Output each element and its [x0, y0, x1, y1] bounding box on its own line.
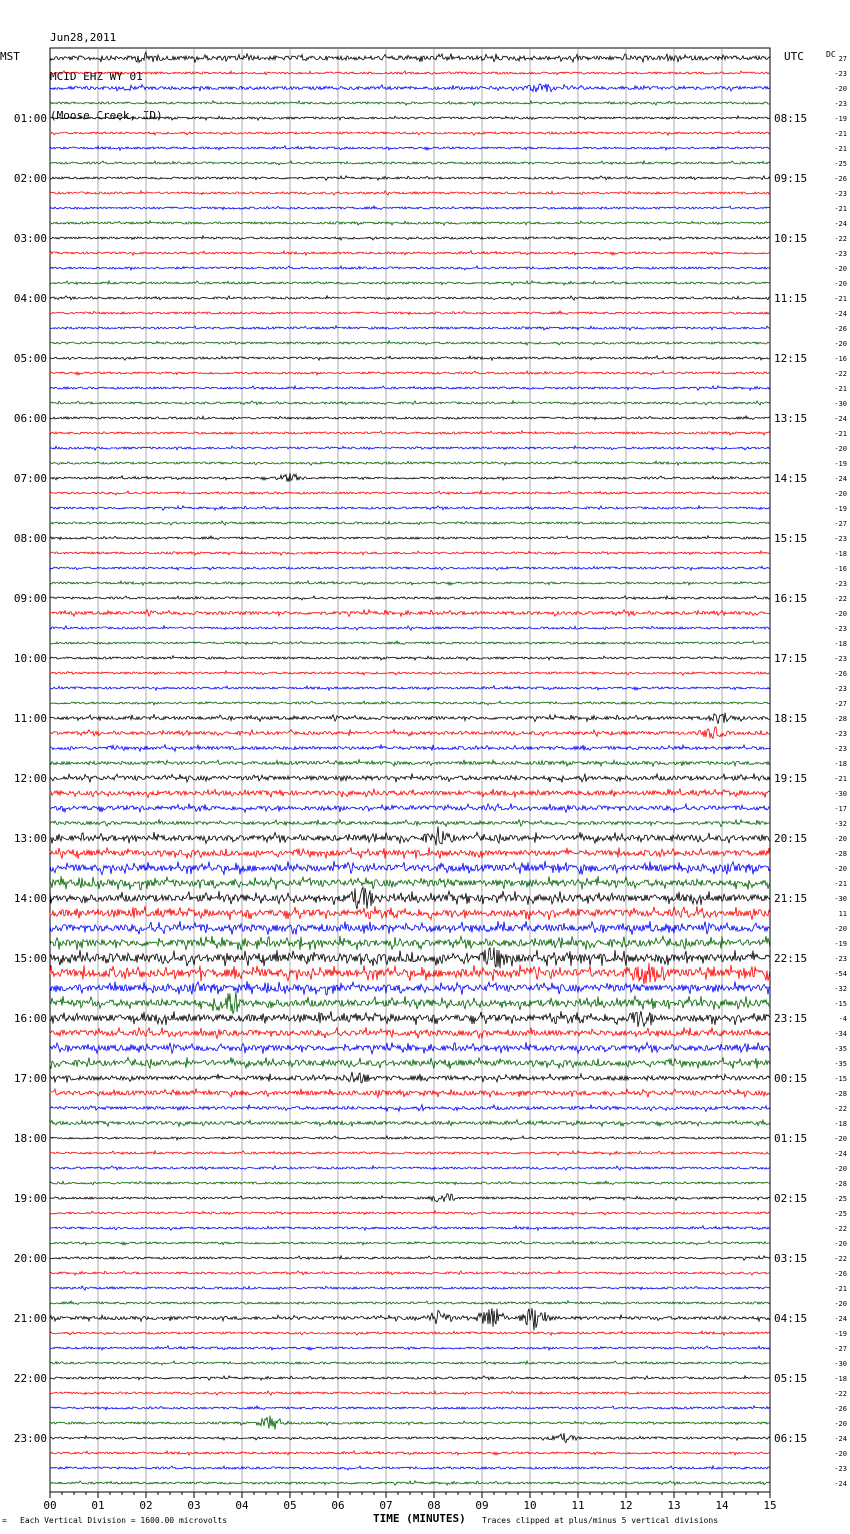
seismic-trace	[50, 861, 770, 875]
hour-label-left: 10:00	[13, 652, 47, 665]
dc-offset-label: -18	[834, 1120, 847, 1128]
hour-label-right: 13:15	[774, 412, 808, 425]
dc-offset-label: 11	[838, 910, 847, 918]
seismic-trace	[50, 1346, 770, 1350]
seismic-trace	[50, 1027, 770, 1038]
dc-offset-label: -20	[834, 340, 847, 348]
hour-label-left: 08:00	[13, 532, 47, 545]
dc-offset-label: -20	[834, 1165, 847, 1173]
dc-offset-label: -24	[834, 1315, 847, 1323]
dc-offset-label: -18	[834, 550, 847, 558]
hour-label-right: 06:15	[774, 1432, 808, 1445]
dc-offset-label: -21	[834, 130, 847, 138]
hour-label-left: 22:00	[13, 1372, 47, 1385]
seismic-trace	[50, 1481, 770, 1485]
hour-label-left: 12:00	[13, 772, 47, 785]
dc-offset-label: -20	[834, 835, 847, 843]
dc-offset-label: -21	[834, 145, 847, 153]
dc-offset-label: -16	[834, 355, 847, 363]
dc-offset-label: -21	[834, 880, 847, 888]
x-tick-label: 13	[667, 1499, 681, 1512]
seismic-trace	[50, 341, 770, 345]
dc-offset-label: -24	[834, 1150, 847, 1158]
x-tick-label: 12	[619, 1499, 633, 1512]
hour-label-left: 23:00	[13, 1432, 47, 1445]
hour-label-left: 17:00	[13, 1072, 47, 1085]
seismic-trace	[50, 521, 770, 525]
dc-offset-label: -20	[834, 610, 847, 618]
hour-label-left: 06:00	[13, 412, 47, 425]
hour-label-right: 15:15	[774, 532, 808, 545]
hour-label-right: 10:15	[774, 232, 808, 245]
seismic-trace	[50, 491, 770, 495]
dc-offset-label: -19	[834, 505, 847, 513]
seismic-trace	[50, 827, 770, 846]
dc-offset-label: -24	[834, 415, 847, 423]
hour-label-left: 16:00	[13, 1012, 47, 1025]
hour-label-right: 16:15	[774, 592, 808, 605]
dc-offset-label: -28	[834, 715, 847, 723]
seismic-trace	[50, 936, 770, 950]
dc-offset-label: -17	[834, 805, 847, 813]
dc-offset-label: -19	[834, 1330, 847, 1338]
seismic-trace	[50, 727, 770, 738]
hour-label-right: 09:15	[774, 172, 808, 185]
dc-offset-label: -16	[834, 565, 847, 573]
seismic-trace	[50, 760, 770, 767]
seismic-trace	[50, 596, 770, 600]
hour-label-left: 18:00	[13, 1132, 47, 1145]
hour-label-left: 07:00	[13, 472, 47, 485]
seismic-trace	[50, 906, 770, 920]
hour-label-right: 19:15	[774, 772, 808, 785]
x-tick-label: 15	[763, 1499, 777, 1512]
dc-offset-label: -20	[834, 1135, 847, 1143]
dc-offset-label: -23	[834, 685, 847, 693]
hour-label-left: 15:00	[13, 952, 47, 965]
dc-offset-label: -26	[834, 1270, 847, 1278]
hour-label-left: 20:00	[13, 1252, 47, 1265]
seismic-trace	[50, 1151, 770, 1155]
seismic-trace	[50, 1331, 770, 1335]
seismic-trace	[50, 701, 770, 705]
seismic-trace	[50, 1088, 770, 1097]
dc-offset-label: -28	[834, 1180, 847, 1188]
dc-offset-label: -34	[834, 1030, 847, 1038]
x-tick-label: 14	[715, 1499, 729, 1512]
hour-label-right: 03:15	[774, 1252, 808, 1265]
dc-offset-label: -30	[834, 1360, 847, 1368]
seismic-trace	[50, 84, 770, 92]
left-timezone-label: MST	[0, 50, 20, 63]
hour-label-left: 05:00	[13, 352, 47, 365]
seismic-trace	[50, 1361, 770, 1365]
seismic-trace	[50, 1166, 770, 1170]
hour-label-right: 23:15	[774, 1012, 808, 1025]
dc-offset-label: -32	[834, 985, 847, 993]
seismic-trace	[50, 221, 770, 226]
seismic-trace	[50, 473, 770, 482]
dc-offset-label: -20	[834, 265, 847, 273]
dc-offset-label: -22	[834, 1255, 847, 1263]
dc-offset-label: -23	[834, 655, 847, 663]
hour-label-right: 08:15	[774, 112, 808, 125]
x-tick-label: 09	[475, 1499, 489, 1512]
seismic-trace	[50, 1301, 770, 1305]
dc-offset-label: -23	[834, 100, 847, 108]
seismic-trace	[50, 1376, 770, 1381]
seismic-trace	[50, 251, 770, 255]
seismic-trace	[50, 626, 770, 630]
dc-offset-label: -20	[834, 490, 847, 498]
seismic-trace	[50, 1451, 770, 1455]
seismic-trace	[50, 52, 770, 63]
seismic-trace	[50, 371, 770, 375]
dc-offset-label: -23	[834, 1465, 847, 1473]
seismic-trace	[50, 948, 770, 969]
seismic-trace	[50, 266, 770, 270]
location-label: (Moose Creek, ID)	[50, 109, 163, 122]
seismic-trace	[50, 887, 770, 909]
seismic-trace	[50, 536, 770, 540]
hour-label-left: 01:00	[13, 112, 47, 125]
dc-offset-label: -30	[834, 895, 847, 903]
dc-offset-label: -23	[834, 625, 847, 633]
seismic-trace	[50, 146, 770, 150]
hour-label-right: 11:15	[774, 292, 808, 305]
x-tick-label: 02	[139, 1499, 153, 1512]
dc-offset-label: -23	[834, 730, 847, 738]
seismic-trace	[50, 745, 770, 752]
seismic-trace	[50, 1286, 770, 1290]
dc-offset-label: -15	[834, 1075, 847, 1083]
dc-offset-label: -23	[834, 580, 847, 588]
seismic-trace	[50, 1057, 770, 1069]
dc-offset-label: -19	[834, 460, 847, 468]
seismic-trace	[50, 713, 770, 724]
dc-offset-label: -26	[834, 670, 847, 678]
dc-offset-label: -25	[834, 1210, 847, 1218]
hour-label-left: 04:00	[13, 292, 47, 305]
dc-offset-label: -21	[834, 205, 847, 213]
seismic-trace	[50, 206, 770, 210]
seismic-trace	[50, 963, 770, 985]
seismic-trace	[50, 991, 770, 1014]
dc-offset-label: -22	[834, 370, 847, 378]
dc-offset-label: -15	[834, 1000, 847, 1008]
hour-label-right: 17:15	[774, 652, 808, 665]
dc-offset-label: -24	[834, 1480, 847, 1488]
x-tick-label: 04	[235, 1499, 249, 1512]
seismic-trace	[50, 461, 770, 465]
seismic-trace	[50, 101, 770, 106]
seismic-trace	[50, 386, 770, 390]
dc-offset-label: -32	[834, 820, 847, 828]
hour-label-right: 02:15	[774, 1192, 808, 1205]
dc-offset-label: -24	[834, 310, 847, 318]
dc-offset-label: -21	[834, 775, 847, 783]
dc-offset-label: -25	[834, 160, 847, 168]
seismic-trace	[50, 281, 770, 285]
hour-label-right: 12:15	[774, 352, 808, 365]
dc-offset-label: -20	[834, 1240, 847, 1248]
dc-offset-label: -20	[834, 1420, 847, 1428]
hour-label-right: 21:15	[774, 892, 808, 905]
dc-offset-label: -22	[834, 595, 847, 603]
seismic-trace	[50, 551, 770, 555]
seismic-trace	[50, 1256, 770, 1260]
x-tick-label: 07	[379, 1499, 393, 1512]
dc-offset-label: -20	[834, 85, 847, 93]
x-tick-label: 08	[427, 1499, 441, 1512]
seismic-trace	[50, 566, 770, 570]
hour-label-right: 18:15	[774, 712, 808, 725]
dc-offset-label: -27	[834, 520, 847, 528]
hour-label-left: 02:00	[13, 172, 47, 185]
clip-note: Traces clipped at plus/minus 5 vertical divisions	[482, 1516, 719, 1525]
dc-offset-label: -25	[834, 1195, 847, 1203]
station-label: MCID EHZ WY 01	[50, 70, 143, 83]
seismic-trace	[50, 131, 770, 135]
x-axis-title: TIME (MINUTES)	[373, 1512, 466, 1525]
dc-offset-label: -21	[834, 295, 847, 303]
hour-label-right: 05:15	[774, 1372, 808, 1385]
dc-offset-label: -4	[838, 1015, 847, 1023]
seismic-trace	[50, 416, 770, 420]
dc-offset-label: -24	[834, 220, 847, 228]
seismic-trace	[50, 686, 770, 690]
dc-offset-label: -27	[834, 1345, 847, 1353]
dc-offset-label: -24	[834, 475, 847, 483]
seismic-trace	[50, 773, 770, 782]
seismic-trace	[50, 876, 770, 890]
dc-offset-label: -20	[834, 445, 847, 453]
seismic-trace	[50, 1042, 770, 1054]
seismic-trace	[50, 671, 770, 675]
seismic-trace	[50, 804, 770, 813]
dc-offset-label: -35	[834, 1060, 847, 1068]
dc-offset-label: -23	[834, 535, 847, 543]
dc-offset-label: -23	[834, 745, 847, 753]
seismic-trace	[50, 1072, 770, 1083]
x-tick-label: 00	[43, 1499, 57, 1512]
seismic-trace	[50, 1120, 770, 1127]
hour-label-right: 14:15	[774, 472, 808, 485]
scale-note: Each Vertical Division = 1600.00 microvolts	[20, 1516, 228, 1525]
seismic-trace	[50, 296, 770, 300]
dc-offset-label: -28	[834, 1090, 847, 1098]
dc-offset-label: -18	[834, 640, 847, 648]
footer-mark: =	[2, 1516, 7, 1525]
seismic-trace	[50, 1308, 770, 1330]
seismic-trace	[50, 789, 770, 798]
dc-offset-label: -20	[834, 1300, 847, 1308]
dc-offset-label: -23	[834, 250, 847, 258]
seismic-trace	[50, 356, 770, 360]
hour-label-left: 03:00	[13, 232, 47, 245]
x-tick-label: 03	[187, 1499, 201, 1512]
dc-offset-label: -20	[834, 925, 847, 933]
seismic-trace	[50, 1466, 770, 1470]
dc-offset-label: -20	[834, 865, 847, 873]
seismic-trace	[50, 847, 770, 859]
hour-label-right: 20:15	[774, 832, 808, 845]
seismic-trace	[50, 1391, 770, 1395]
date-label: Jun28,2011	[50, 31, 117, 44]
hour-label-left: 21:00	[13, 1312, 47, 1325]
hour-label-left: 09:00	[13, 592, 47, 605]
dc-offset-label: -23	[834, 955, 847, 963]
dc-offset-label: -26	[834, 325, 847, 333]
plot-frame	[50, 48, 770, 1492]
hour-label-right: 22:15	[774, 952, 808, 965]
x-tick-label: 11	[571, 1499, 585, 1512]
seismic-trace	[50, 176, 770, 180]
dc-offset-label: -35	[834, 1045, 847, 1053]
dc-offset-label: -19	[834, 115, 847, 123]
x-tick-label: 10	[523, 1499, 537, 1512]
hour-label-left: 11:00	[13, 712, 47, 725]
dc-offset-label: 27	[838, 55, 847, 63]
seismic-trace	[50, 326, 770, 331]
seismic-trace	[50, 1241, 770, 1245]
x-tick-label: 06	[331, 1499, 345, 1512]
hour-label-right: 00:15	[774, 1072, 808, 1085]
seismic-trace	[50, 1211, 770, 1215]
seismic-trace	[50, 921, 770, 935]
dc-offset-label: -20	[834, 1450, 847, 1458]
dc-offset-label: -22	[834, 1105, 847, 1113]
hour-label-right: 01:15	[774, 1132, 808, 1145]
seismic-trace	[50, 641, 770, 645]
dc-offset-label: -26	[834, 1405, 847, 1413]
seismic-trace	[50, 191, 770, 195]
seismic-trace	[50, 1406, 770, 1410]
seismic-trace	[50, 161, 770, 165]
dc-offset-label: -22	[834, 1225, 847, 1233]
x-tick-label: 01	[91, 1499, 105, 1512]
seismic-trace	[50, 581, 770, 585]
dc-offset-label: -28	[834, 850, 847, 858]
dc-offset-label: -22	[834, 235, 847, 243]
dc-offset-label: -21	[834, 430, 847, 438]
hour-label-left: 19:00	[13, 1192, 47, 1205]
seismic-trace	[50, 1105, 770, 1112]
seismic-trace	[50, 1136, 770, 1140]
seismic-trace	[50, 431, 770, 435]
seismic-trace	[50, 1271, 770, 1275]
dc-offset-label: -23	[834, 70, 847, 78]
seismic-trace	[50, 981, 770, 995]
dc-offset-label: -18	[834, 760, 847, 768]
seismic-trace	[50, 1416, 770, 1430]
dc-offset-header: DC	[826, 50, 836, 59]
hour-label-right: 04:15	[774, 1312, 808, 1325]
seismic-trace	[50, 820, 770, 827]
seismic-trace	[50, 401, 770, 405]
dc-offset-label: -22	[834, 1390, 847, 1398]
seismic-trace	[50, 71, 770, 75]
dc-offset-label: -26	[834, 175, 847, 183]
seismic-trace	[50, 1226, 770, 1230]
dc-offset-label: -30	[834, 400, 847, 408]
dc-offset-label: -54	[834, 970, 847, 978]
seismic-trace	[50, 311, 770, 315]
dc-offset-label: -19	[834, 940, 847, 948]
seismic-trace	[50, 446, 770, 450]
seismic-trace	[50, 1181, 770, 1185]
dc-offset-label: -20	[834, 280, 847, 288]
dc-offset-label: -23	[834, 190, 847, 198]
seismic-trace	[50, 506, 770, 511]
dc-offset-label: -30	[834, 790, 847, 798]
right-timezone-label: UTC	[784, 50, 804, 63]
seismic-trace	[50, 1194, 770, 1202]
seismic-trace	[50, 610, 770, 617]
hour-label-left: 13:00	[13, 832, 47, 845]
x-tick-label: 05	[283, 1499, 297, 1512]
dc-offset-label: -21	[834, 385, 847, 393]
seismic-trace	[50, 1011, 770, 1027]
seismic-trace	[50, 1433, 770, 1443]
dc-offset-label: -24	[834, 1435, 847, 1443]
dc-offset-label: -27	[834, 700, 847, 708]
dc-offset-label: -18	[834, 1375, 847, 1383]
seismic-trace	[50, 656, 770, 661]
seismic-trace	[50, 236, 770, 240]
dc-offset-label: -21	[834, 1285, 847, 1293]
seismic-trace	[50, 116, 770, 120]
hour-label-left: 14:00	[13, 892, 47, 905]
